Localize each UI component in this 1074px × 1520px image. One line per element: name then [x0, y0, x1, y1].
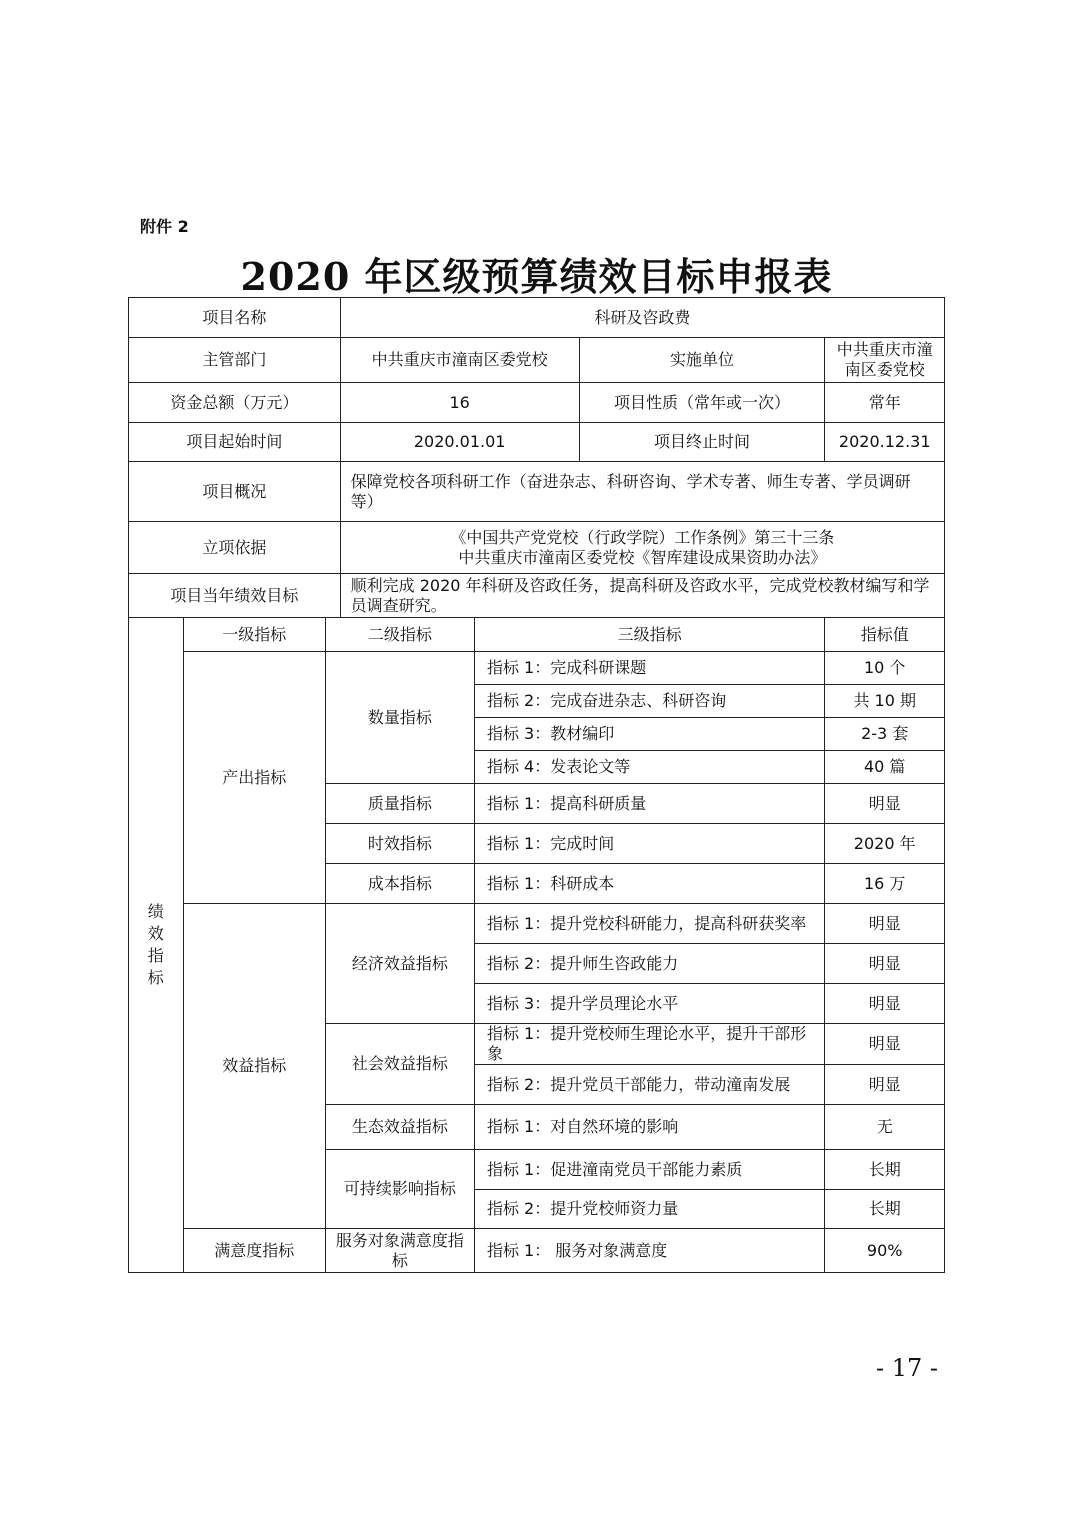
end-value: 2020.12.31: [825, 423, 945, 462]
dept-value: 中共重庆市潼南区委党校: [340, 338, 579, 383]
start-value: 2020.01.01: [340, 423, 579, 462]
dept-label: 主管部门: [129, 338, 341, 383]
fund-value: 16: [340, 383, 579, 423]
performance-goal-table: [128, 297, 945, 1273]
indicator-value: 明显: [825, 1024, 945, 1065]
impl-value: 中共重庆市潼南区委党校: [825, 338, 945, 383]
basis-value: [340, 522, 944, 574]
row-goal: [129, 574, 945, 618]
indicator-value: 共 10 期: [825, 685, 945, 718]
level2-quality: 质量指标: [325, 784, 474, 824]
indicator-text: 指标 2：提升师生咨政能力: [474, 944, 824, 984]
project-name-label: 项目名称: [129, 298, 341, 338]
indicator-text: 指标 1：提高科研质量: [474, 784, 824, 824]
level1-benefit: 效益指标: [183, 904, 325, 1229]
indicator-value: 10 个: [825, 652, 945, 685]
level2-quantity: 数量指标: [325, 652, 474, 784]
col-header-level3: 三级指标: [474, 618, 824, 652]
level2-cost: 成本指标: [325, 864, 474, 904]
level2-economic: 经济效益指标: [325, 904, 474, 1024]
indicator-text: 指标 3：提升学员理论水平: [474, 984, 824, 1024]
level2-service: 服务对象满意度指标: [325, 1229, 474, 1273]
indicator-value: 2020 年: [825, 824, 945, 864]
col-header-value: 指标值: [825, 618, 945, 652]
row-dates: [129, 423, 945, 462]
level1-satisfaction: 满意度指标: [183, 1229, 325, 1273]
row-project-name: [129, 298, 945, 338]
indicator-text: 指标 1：完成科研课题: [474, 652, 824, 685]
level2-eco: 生态效益指标: [325, 1105, 474, 1150]
attachment-label: 附件 2: [140, 217, 189, 236]
indicator-text: 指标 3：教材编印: [474, 718, 824, 751]
table-row: [129, 1229, 945, 1273]
indicator-value: 明显: [825, 1065, 945, 1105]
table-row: [129, 904, 945, 944]
indicator-value: 明显: [825, 784, 945, 824]
overview-label: 项目概况: [129, 462, 341, 522]
row-overview: [129, 462, 945, 522]
indicator-value: 明显: [825, 984, 945, 1024]
indicator-text: 指标 1：提升党校科研能力，提高科研获奖率: [474, 904, 824, 944]
indicator-text: 指标 1：对自然环境的影响: [474, 1105, 824, 1150]
indicator-value: 40 篇: [825, 751, 945, 784]
level2-sustain: 可持续影响指标: [325, 1150, 474, 1229]
basis-line-2: 中共重庆市潼南区委党校《智库建设成果资助办法》: [458, 547, 827, 567]
indicator-value: 无: [825, 1105, 945, 1150]
row-basis: [129, 522, 945, 574]
indicator-text: 指标 1： 服务对象满意度: [474, 1229, 824, 1273]
basis-label: 立项依据: [129, 522, 341, 574]
nature-value: 常年: [825, 383, 945, 423]
page-number: - 17 -: [875, 1354, 938, 1382]
level1-output: 产出指标: [183, 652, 325, 904]
indicator-value: 90%: [825, 1229, 945, 1273]
indicator-text: 指标 2：完成奋进杂志、科研咨询: [474, 685, 824, 718]
fund-label: 资金总额（万元）: [129, 383, 341, 423]
indicator-text: 指标 4：发表论文等: [474, 751, 824, 784]
indicator-value: 明显: [825, 944, 945, 984]
indicator-text: 指标 1：科研成本: [474, 864, 824, 904]
start-label: 项目起始时间: [129, 423, 341, 462]
col-header-level2: 二级指标: [325, 618, 474, 652]
page-title: 2020 年区级预算绩效目标申报表: [240, 254, 833, 299]
row-fund: [129, 383, 945, 423]
indicator-value: 长期: [825, 1190, 945, 1229]
basis-line-1: 《中国共产党党校（行政学院）工作条例》第三十三条: [450, 527, 835, 547]
indicator-text: 指标 2：提升党校师资力量: [474, 1190, 824, 1229]
indicator-text: 指标 1：提升党校师生理论水平，提升干部形象: [474, 1024, 824, 1065]
indicator-value: 长期: [825, 1150, 945, 1190]
indicator-value: 2-3 套: [825, 718, 945, 751]
col-header-level1: 一级指标: [183, 618, 325, 652]
goal-label: 项目当年绩效目标: [129, 574, 341, 618]
overview-value: 保障党校各项科研工作（奋进杂志、科研咨询、学术专著、师生专著、学员调研等）: [340, 462, 944, 522]
indicator-header-row: [129, 618, 945, 652]
performance-indicators-side-label: [129, 618, 184, 1273]
indicator-text: 指标 1：完成时间: [474, 824, 824, 864]
indicator-value: 16 万: [825, 864, 945, 904]
indicator-text: 指标 2：提升党员干部能力，带动潼南发展: [474, 1065, 824, 1105]
goal-value: 顺利完成 2020 年科研及咨政任务，提高科研及咨政水平，完成党校教材编写和学员调查研究。: [340, 574, 944, 618]
nature-label: 项目性质（常年或一次）: [579, 383, 825, 423]
row-department: [129, 338, 945, 383]
level2-social: 社会效益指标: [325, 1024, 474, 1105]
end-label: 项目终止时间: [579, 423, 825, 462]
impl-label: 实施单位: [579, 338, 825, 383]
indicator-value: 明显: [825, 904, 945, 944]
side-label-text: 绩效指标: [147, 902, 164, 987]
indicator-text: 指标 1：促进潼南党员干部能力素质: [474, 1150, 824, 1190]
level2-time: 时效指标: [325, 824, 474, 864]
table-row: [129, 652, 945, 685]
project-name-value: 科研及咨政费: [340, 298, 944, 338]
